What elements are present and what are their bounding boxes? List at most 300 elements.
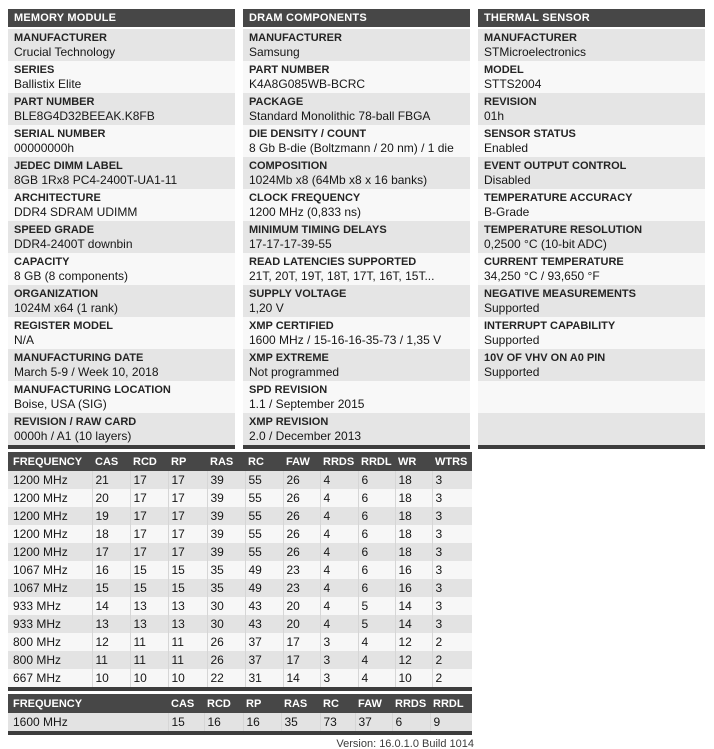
timing-cell: 4 (358, 633, 395, 651)
field-row (478, 381, 705, 413)
field-row (478, 93, 705, 125)
field-value: 1.1 / September 2015 (249, 397, 365, 411)
field-value: 00000000h (14, 141, 75, 155)
timing-cell: 12 (395, 633, 432, 651)
timing-cell: 26 (207, 633, 245, 651)
column-header: RP (243, 694, 281, 713)
field-row (478, 61, 705, 93)
field-row (243, 29, 470, 61)
timing-cell: 37 (355, 713, 392, 733)
xmp-body (8, 713, 472, 733)
frequency-cell: 1200 MHz (8, 543, 92, 561)
field-label: READ LATENCIES SUPPORTED (249, 256, 417, 268)
field-value: Not programmed (249, 365, 340, 379)
column-header: RC (245, 452, 283, 471)
field-value: Standard Monolithic 78-ball FBGA (249, 109, 431, 123)
field-label: CURRENT TEMPERATURE (484, 256, 624, 268)
timing-cell: 6 (358, 561, 395, 579)
timing-cell: 35 (207, 561, 245, 579)
timing-cell: 39 (207, 525, 245, 543)
panel-title: MEMORY MODULE (8, 9, 235, 27)
timing-cell: 39 (207, 543, 245, 561)
table-row (8, 651, 472, 669)
field-value: DDR4 SDRAM UDIMM (14, 205, 138, 219)
timing-cell: 35 (207, 579, 245, 597)
field-row (478, 349, 705, 381)
timing-cell: 16 (204, 713, 243, 733)
timing-cell: 15 (130, 561, 168, 579)
timing-cell: 18 (395, 489, 432, 507)
field-row (478, 285, 705, 317)
timing-cell: 11 (168, 633, 207, 651)
field-row (243, 317, 470, 349)
timing-cell: 10 (130, 669, 168, 689)
timing-cell: 26 (283, 507, 320, 525)
field-row (243, 221, 470, 253)
field-row (8, 349, 235, 381)
panel-title: THERMAL SENSOR (478, 9, 705, 27)
timing-cell: 35 (281, 713, 320, 733)
field-value: Enabled (484, 141, 529, 155)
field-label: XMP CERTIFIED (249, 320, 334, 332)
frequency-cell: 1200 MHz (8, 471, 92, 489)
field-label: MANUFACTURING DATE (14, 352, 144, 364)
timing-cell: 31 (245, 669, 283, 689)
field-value: 21T, 20T, 19T, 18T, 17T, 16T, 15T... (249, 269, 435, 283)
timing-cell: 17 (283, 633, 320, 651)
field-label: JEDEC DIMM LABEL (14, 160, 123, 172)
table-row (8, 543, 472, 561)
timing-cell: 49 (245, 579, 283, 597)
column-header: RAS (207, 452, 245, 471)
timing-cell: 4 (320, 525, 358, 543)
field-label: SERIAL NUMBER (14, 128, 106, 140)
table-row (8, 525, 472, 543)
timing-cell: 2 (432, 669, 472, 689)
column-header: RC (320, 694, 355, 713)
field-value: STMicroelectronics (484, 45, 587, 59)
timing-cell: 55 (245, 471, 283, 489)
field-row (243, 125, 470, 157)
field-value: 34,250 °C / 93,650 °F (484, 269, 600, 283)
column-header: RRDS (320, 452, 358, 471)
timing-cell: 4 (320, 615, 358, 633)
field-value: K4A8G085WB-BCRC (249, 77, 366, 91)
timing-cell: 10 (92, 669, 130, 689)
field-row (478, 221, 705, 253)
timing-cell: 6 (392, 713, 430, 733)
field-row (243, 413, 470, 445)
frequency-cell: 1067 MHz (8, 579, 92, 597)
timing-cell: 13 (168, 615, 207, 633)
timing-cell: 55 (245, 525, 283, 543)
timing-cell: 6 (358, 579, 395, 597)
timing-cell: 12 (395, 651, 432, 669)
timing-cell: 19 (92, 507, 130, 525)
timing-cell: 4 (320, 471, 358, 489)
frequency-cell: 667 MHz (8, 669, 92, 689)
field-row (243, 93, 470, 125)
timing-cell: 15 (168, 579, 207, 597)
timing-cell: 18 (395, 471, 432, 489)
timing-cell: 3 (432, 543, 472, 561)
field-label: PART NUMBER (249, 64, 330, 76)
field-value: Supported (484, 301, 540, 315)
column-header: RRDS (392, 694, 430, 713)
field-value: 1200 MHz (0,833 ns) (249, 205, 362, 219)
column-header: FAW (355, 694, 392, 713)
field-value: Crucial Technology (14, 45, 116, 59)
field-value: 2.0 / December 2013 (249, 429, 362, 443)
field-label: ORGANIZATION (14, 288, 99, 300)
field-value: Ballistix Elite (14, 77, 82, 91)
field-label: ARCHITECTURE (14, 192, 101, 204)
field-label: SPEED GRADE (14, 224, 95, 236)
timing-cell: 13 (130, 597, 168, 615)
field-row (243, 189, 470, 221)
field-label: PART NUMBER (14, 96, 95, 108)
timing-cell: 23 (283, 561, 320, 579)
timing-cell: 11 (130, 651, 168, 669)
field-row (8, 317, 235, 349)
table-row (8, 489, 472, 507)
timing-cell: 6 (358, 525, 395, 543)
timing-cell: 3 (432, 507, 472, 525)
field-label: TEMPERATURE ACCURACY (484, 192, 633, 204)
field-label: REVISION / RAW CARD (14, 416, 137, 428)
timing-cell: 17 (130, 471, 168, 489)
timing-cell: 73 (320, 713, 355, 733)
field-label: TEMPERATURE RESOLUTION (484, 224, 643, 236)
timing-cell: 14 (395, 615, 432, 633)
field-value: 1024M x64 (1 rank) (14, 301, 119, 315)
timing-cell: 15 (168, 713, 204, 733)
field-row (478, 157, 705, 189)
timing-cell: 4 (358, 651, 395, 669)
timing-cell: 17 (168, 507, 207, 525)
field-value: 0,2500 °C (10-bit ADC) (484, 237, 607, 251)
timing-cell: 17 (130, 543, 168, 561)
jedec-header-row (8, 452, 472, 471)
field-row (478, 413, 705, 445)
field-row (8, 125, 235, 157)
frequency-cell: 1200 MHz (8, 507, 92, 525)
field-label: REGISTER MODEL (14, 320, 114, 332)
field-row (8, 221, 235, 253)
column-header: RP (168, 452, 207, 471)
table-row (8, 561, 472, 579)
column-header: FREQUENCY (8, 694, 168, 713)
timing-cell: 4 (320, 489, 358, 507)
field-label: MANUFACTURER (484, 32, 577, 44)
field-value: 1024Mb x8 (64Mb x8 x 16 banks) (249, 173, 428, 187)
table-row (8, 579, 472, 597)
timing-cell: 14 (395, 597, 432, 615)
field-value: Samsung (249, 45, 300, 59)
timing-cell: 14 (283, 669, 320, 689)
timing-cell: 4 (320, 579, 358, 597)
table-row (8, 669, 472, 689)
timing-cell: 26 (283, 471, 320, 489)
timing-cell: 15 (130, 579, 168, 597)
timing-cell: 3 (432, 489, 472, 507)
frequency-cell: 933 MHz (8, 597, 92, 615)
field-row (8, 157, 235, 189)
timing-cell: 16 (395, 561, 432, 579)
timing-cell: 13 (92, 615, 130, 633)
timing-cell: 3 (320, 669, 358, 689)
xmp-timings-table (8, 694, 472, 735)
timing-cell: 4 (320, 507, 358, 525)
timing-cell: 5 (358, 615, 395, 633)
field-row (8, 189, 235, 221)
field-value: Disabled (484, 173, 531, 187)
timing-cell: 43 (245, 597, 283, 615)
timing-cell: 3 (432, 471, 472, 489)
timing-cell: 26 (207, 651, 245, 669)
timing-cell: 6 (358, 543, 395, 561)
column-header: WR (395, 452, 432, 471)
field-value: 01h (484, 109, 505, 123)
frequency-cell: 1600 MHz (8, 713, 168, 733)
field-row (478, 253, 705, 285)
timing-cell: 10 (395, 669, 432, 689)
field-label: NEGATIVE MEASUREMENTS (484, 288, 636, 300)
info-panel-0 (8, 9, 235, 449)
field-row (8, 93, 235, 125)
field-label: REVISION (484, 96, 537, 108)
field-label: MODEL (484, 64, 524, 76)
timing-cell: 20 (92, 489, 130, 507)
frequency-cell: 1200 MHz (8, 489, 92, 507)
field-label: CLOCK FREQUENCY (249, 192, 361, 204)
info-panel-2 (478, 9, 705, 449)
field-label: DIE DENSITY / COUNT (249, 128, 367, 140)
field-value: Supported (484, 365, 540, 379)
timing-cell: 43 (245, 615, 283, 633)
field-row (243, 253, 470, 285)
timing-cell: 3 (432, 615, 472, 633)
field-label: MINIMUM TIMING DELAYS (249, 224, 387, 236)
field-row (243, 157, 470, 189)
timing-cell: 30 (207, 597, 245, 615)
frequency-cell: 1067 MHz (8, 561, 92, 579)
timing-cell: 26 (283, 543, 320, 561)
frequency-cell: 933 MHz (8, 615, 92, 633)
field-row (478, 29, 705, 61)
table-row (8, 471, 472, 489)
timing-cell: 2 (432, 633, 472, 651)
timing-cell: 20 (283, 615, 320, 633)
timing-cell: 18 (395, 507, 432, 525)
timing-cell: 49 (245, 561, 283, 579)
field-label: EVENT OUTPUT CONTROL (484, 160, 627, 172)
timing-cell: 15 (168, 561, 207, 579)
column-header: FAW (283, 452, 320, 471)
timing-cell: 21 (92, 471, 130, 489)
timing-cell: 18 (92, 525, 130, 543)
timing-cell: 3 (432, 561, 472, 579)
column-header: CAS (92, 452, 130, 471)
timing-cell: 18 (395, 543, 432, 561)
timing-cell: 18 (395, 525, 432, 543)
column-header: CAS (168, 694, 204, 713)
field-value: STTS2004 (484, 77, 542, 91)
timing-cell: 22 (207, 669, 245, 689)
timing-cell: 17 (130, 489, 168, 507)
field-label: COMPOSITION (249, 160, 328, 172)
timing-cell: 55 (245, 543, 283, 561)
timing-cell: 20 (283, 597, 320, 615)
field-row (8, 381, 235, 413)
timing-cell: 3 (320, 651, 358, 669)
field-label: SUPPLY VOLTAGE (249, 288, 347, 300)
table-row (8, 633, 472, 651)
field-value: DDR4-2400T downbin (14, 237, 133, 251)
timing-cell: 14 (92, 597, 130, 615)
timing-cell: 17 (130, 507, 168, 525)
field-row (8, 413, 235, 445)
field-label: XMP EXTREME (249, 352, 329, 364)
timing-cell: 11 (168, 651, 207, 669)
field-label: MANUFACTURER (249, 32, 342, 44)
field-label: SPD REVISION (249, 384, 328, 396)
info-panels (8, 9, 706, 449)
field-value: B-Grade (484, 205, 530, 219)
timing-cell: 4 (320, 543, 358, 561)
timing-cell: 55 (245, 507, 283, 525)
timing-cell: 6 (358, 507, 395, 525)
timing-cell: 4 (320, 561, 358, 579)
field-row (8, 253, 235, 285)
timing-cell: 6 (358, 471, 395, 489)
timing-cell: 17 (168, 471, 207, 489)
timing-cell: 4 (358, 669, 395, 689)
field-value: Supported (484, 333, 540, 347)
timing-cell: 2 (432, 651, 472, 669)
timing-cell: 39 (207, 489, 245, 507)
timing-cell: 17 (283, 651, 320, 669)
timing-cell: 13 (130, 615, 168, 633)
column-header: RAS (281, 694, 320, 713)
field-value: 8 Gb B-die (Boltzmann / 20 nm) / 1 die (249, 141, 454, 155)
field-row (478, 317, 705, 349)
field-row (478, 189, 705, 221)
timing-cell: 30 (207, 615, 245, 633)
column-header: RCD (130, 452, 168, 471)
timing-cell: 37 (245, 633, 283, 651)
timing-cell: 6 (358, 489, 395, 507)
timing-cell: 23 (283, 579, 320, 597)
field-label: MANUFACTURER (14, 32, 107, 44)
table-row (8, 713, 472, 733)
field-label: CAPACITY (14, 256, 70, 268)
table-row (8, 615, 472, 633)
timing-cell: 39 (207, 507, 245, 525)
timing-cell: 10 (168, 669, 207, 689)
timing-cell: 16 (92, 561, 130, 579)
field-row (478, 125, 705, 157)
column-header: RCD (204, 694, 243, 713)
frequency-cell: 800 MHz (8, 633, 92, 651)
field-label: PACKAGE (249, 96, 304, 108)
timing-cell: 13 (168, 597, 207, 615)
column-header: WTRS (432, 452, 472, 471)
field-label: INTERRUPT CAPABILITY (484, 320, 616, 332)
field-value: March 5-9 / Week 10, 2018 (14, 365, 159, 379)
frequency-cell: 800 MHz (8, 651, 92, 669)
field-label: 10V OF VHV ON A0 PIN (484, 352, 606, 364)
field-label: XMP REVISION (249, 416, 329, 428)
timing-cell: 37 (245, 651, 283, 669)
column-header: RRDL (430, 694, 472, 713)
field-value: 17-17-17-39-55 (249, 237, 332, 251)
field-value: BLE8G4D32BEEAK.K8FB (14, 109, 155, 123)
timing-cell: 17 (168, 525, 207, 543)
timing-cell: 11 (130, 633, 168, 651)
timing-cell: 16 (243, 713, 281, 733)
timing-cell: 9 (430, 713, 472, 733)
jedec-body (8, 471, 472, 689)
timing-cell: 17 (92, 543, 130, 561)
field-value: 8 GB (8 components) (14, 269, 129, 283)
field-row (8, 61, 235, 93)
field-value: 1,20 V (249, 301, 284, 315)
timing-cell: 3 (432, 525, 472, 543)
column-header: RRDL (358, 452, 395, 471)
frequency-cell: 1200 MHz (8, 525, 92, 543)
panel-title: DRAM COMPONENTS (243, 9, 470, 27)
field-row (243, 61, 470, 93)
timing-cell: 17 (130, 525, 168, 543)
table-row (8, 507, 472, 525)
timing-cell: 5 (358, 597, 395, 615)
timing-cell: 3 (320, 633, 358, 651)
field-row (8, 285, 235, 317)
info-panel-1 (243, 9, 470, 449)
timing-cell: 26 (283, 525, 320, 543)
timing-cell: 39 (207, 471, 245, 489)
timing-cell: 3 (432, 597, 472, 615)
field-row (8, 29, 235, 61)
field-value: 0000h / A1 (10 layers) (14, 429, 132, 443)
field-row (243, 381, 470, 413)
timing-cell: 26 (283, 489, 320, 507)
version-text: Version: 16.0.1.0 Build 1014 (336, 738, 474, 749)
field-label: SENSOR STATUS (484, 128, 576, 140)
field-label: MANUFACTURING LOCATION (14, 384, 171, 396)
jedec-timings-table (8, 452, 472, 691)
timing-cell: 3 (432, 579, 472, 597)
timing-cell: 17 (168, 489, 207, 507)
timing-cell: 15 (92, 579, 130, 597)
timing-cell: 11 (92, 651, 130, 669)
xmp-header-row (8, 694, 472, 713)
field-row (243, 285, 470, 317)
column-header: FREQUENCY (8, 452, 92, 471)
timing-cell: 16 (395, 579, 432, 597)
timing-cell: 4 (320, 597, 358, 615)
table-row (8, 597, 472, 615)
timing-cell: 17 (168, 543, 207, 561)
field-value: N/A (14, 333, 35, 347)
field-value: 1600 MHz / 15-16-16-35-73 / 1,35 V (249, 333, 442, 347)
timing-cell: 55 (245, 489, 283, 507)
timing-cell: 12 (92, 633, 130, 651)
field-value: 8GB 1Rx8 PC4-2400T-UA1-11 (14, 173, 178, 187)
field-value: Boise, USA (SIG) (14, 397, 107, 411)
field-row (243, 349, 470, 381)
